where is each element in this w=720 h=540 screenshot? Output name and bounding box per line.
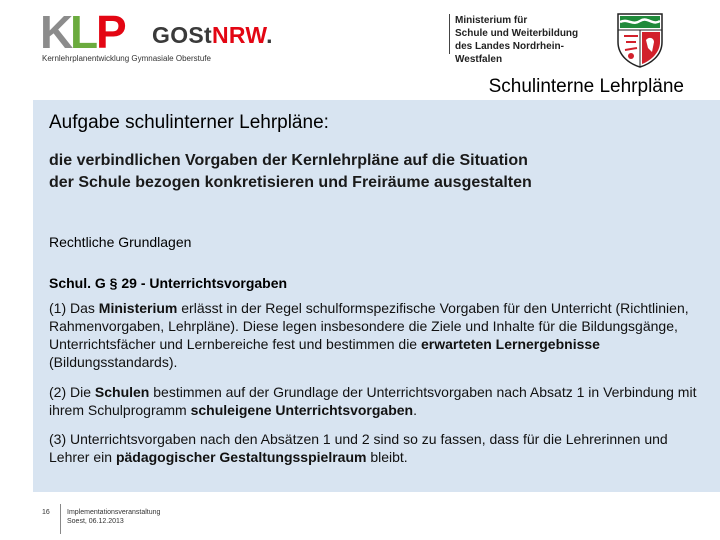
footer-divider: [60, 504, 61, 534]
footer: [0, 496, 720, 540]
ministry-divider: [449, 14, 450, 54]
p1-text-c: erlässt in der Regel schulformspezifische Vorgaben für den Unterricht (Richtlinien, Rahmenvorgaben, Lehrpläne). Diese legen insbesondere die Ziele und Inhalte für die Bildungsgänge, Unterrichtsfächer und Lernbereiche fest und bestimmen die: [49, 300, 689, 352]
p1-bold-lernergebnisse: erwarteten Lernergebnisse: [420, 336, 600, 352]
p2-text-d: .: [413, 402, 418, 418]
ministry-line-1: Ministerium für: [455, 15, 528, 26]
panel-title: Aufgabe schulinterner Lehrpläne:: [49, 112, 329, 133]
p3-bold-gestaltungsspielraum: pädagogischer Gestaltungsspielraum: [115, 449, 367, 465]
logo-letter-p: P: [96, 8, 127, 54]
content-panel: [33, 100, 720, 492]
logo-gost-text: GOSt: [152, 22, 212, 48]
p1-text-a: (1) Das: [49, 300, 99, 316]
panel-subtitle-line-1: die verbindlichen Vorgaben der Kernlehrpläne auf die Situation: [49, 152, 528, 169]
header: [0, 0, 720, 72]
logo-tagline: Kernlehrplanentwicklung Gymnasiale Oberstufe: [42, 54, 211, 63]
paragraph-2: [49, 383, 699, 419]
p2-text-c: bestimmen auf der Grundlage der Unterrichtsvorgaben nach Absatz 1 in Verbindung mit ihrem Schulprogramm: [49, 384, 697, 418]
ministry-name: [455, 14, 605, 66]
panel-subtitle-line-2: der Schule bezogen konkretisieren und Freiräume ausgestalten: [49, 174, 532, 191]
p3-text-a: (3) Unterrichtsvorgaben nach den Absätzen 1 und 2 sind so zu fassen, dass für die Lehrerinnen und Lehrer ein: [49, 431, 668, 465]
schulg-section-heading: Schul. G § 29 - Unterrichtsvorgaben: [49, 275, 288, 291]
p3-text-d: bleibt.: [366, 449, 408, 465]
legal-basis-heading: Rechtliche Grundlagen: [49, 234, 192, 250]
section-title: Schulinterne Lehrpläne: [488, 76, 684, 97]
klp-gost-nrw-logo: [40, 8, 273, 68]
footer-event-name: Implementationsveranstaltung: [67, 509, 161, 516]
logo-nrw-text: NRW: [211, 22, 267, 48]
paragraph-3: [49, 430, 699, 466]
logo-gost-nrw: [152, 22, 273, 49]
p1-bold-ministerium: Ministerium: [98, 300, 178, 316]
footer-event-date: Soest, 06.12.2013: [67, 518, 124, 525]
panel-subtitle: [49, 150, 699, 194]
klp-logo-icon: [40, 8, 152, 54]
logo-dot: .: [266, 22, 273, 48]
paragraph-1: [49, 299, 699, 371]
logo-letter-l: L: [70, 8, 99, 54]
ministry-line-3: des Landes Nordrhein-Westfalen: [455, 41, 564, 65]
nrw-crest-icon: [616, 12, 664, 68]
p2-text-a: (2) Die: [49, 384, 95, 400]
p2-bold-unterrichtsvorgaben: schuleigene Unterrichtsvorgaben: [190, 402, 414, 418]
page-number: 16: [42, 509, 50, 516]
ministry-line-2: Schule und Weiterbildung: [455, 28, 579, 39]
logo-letter-k: K: [40, 8, 74, 54]
p2-bold-schulen: Schulen: [94, 384, 150, 400]
p1-text-d: (Bildungsstandards).: [49, 354, 178, 370]
